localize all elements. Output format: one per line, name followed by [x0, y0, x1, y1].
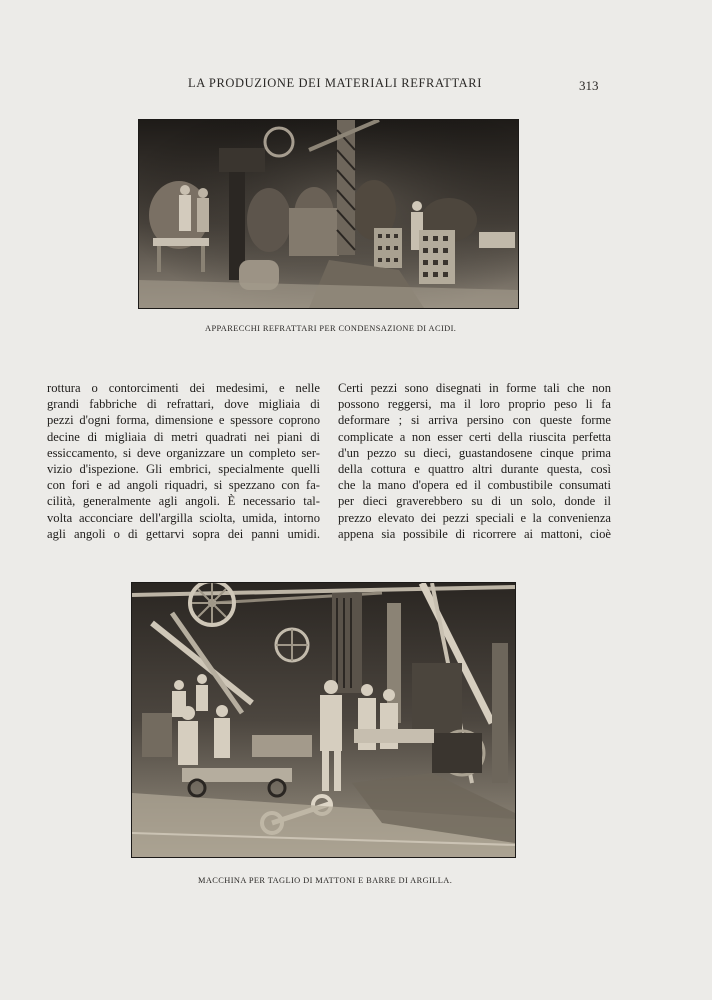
text-column-left: [47, 380, 320, 542]
photo-brick-cutting-machine: [131, 582, 516, 858]
text-line: rottura o contorcimenti dei medesimi, e nelle: [47, 381, 320, 395]
text-column-right: [338, 380, 611, 542]
running-head: LA PRODUZIONE DEI MATERIALI REFRATTARI: [188, 76, 483, 90]
text-line: Certi pezzi sono disegnati in forme tali che non: [338, 381, 611, 395]
photo-refractory-apparatus: [138, 119, 519, 309]
text-line: decine di migliaia di metri quadrati nei piani di: [47, 429, 320, 444]
text-line: che la mano d'opera ed il combustibile consumati: [338, 478, 611, 493]
text-line: prezzo elevato dei pezzi speciali e la convenienza: [338, 510, 611, 525]
figure-caption-top: APPARECCHI REFRATTARI PER CONDENSAZIONE DI ACIDI.: [205, 324, 457, 333]
text-line: agli angoli o di gettarvi sopra dei panni umidi.: [47, 526, 320, 541]
text-line: d'un pezzo su dieci, guastandosene cinque prima: [338, 445, 611, 460]
text-line: cilità, generalmente agli angoli. È necessario tal-: [47, 494, 320, 509]
text-line: deformare ; si arriva persino con queste forme: [338, 413, 611, 428]
text-line: grandi fabbriche di refrattari, dove migliaia di: [47, 397, 320, 412]
text-line: con fori e ad angoli riquadri, si spezzano con fa-: [47, 478, 320, 493]
text-line: vizio d'ispezione. Gli embrici, specialmente quelli: [47, 461, 320, 476]
text-line: per dieci graverebbero su di un solo, donde il: [338, 494, 611, 509]
text-line: appena sia possibile di ricorrere ai mattoni, cioè: [338, 526, 611, 541]
text-line: possono reggersi, ma il loro proprio peso li fa: [338, 397, 611, 412]
text-line: della cottura e quattro altri durante questa, così: [338, 461, 611, 476]
text-line: essiccamento, si deve organizzare un completo ser-: [47, 445, 320, 460]
text-line: complicate a non esser certi della riuscita perfetta: [338, 429, 611, 444]
text-line: volta acconciare dell'argilla sciolta, umida, intorno: [47, 510, 320, 525]
figure-caption-bottom: MACCHINA PER TAGLIO DI MATTONI E BARRE DI ARGILLA.: [198, 876, 453, 885]
text-line: pezzi d'ogni forma, dimensione e spessore coprono: [47, 413, 320, 428]
page-number: 313: [579, 78, 599, 93]
